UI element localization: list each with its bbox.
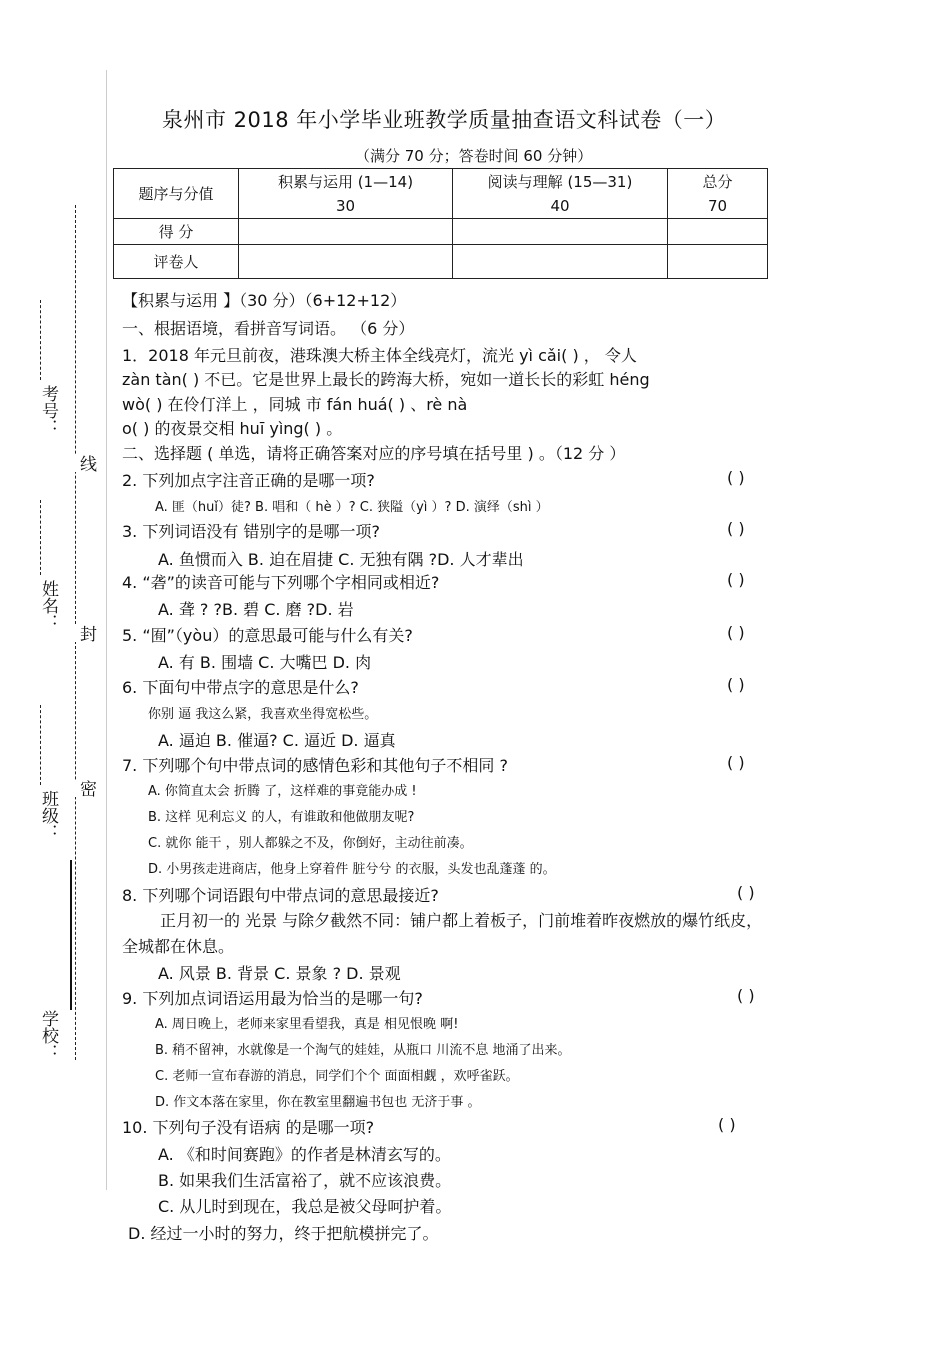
question-10-option-d: D. 经过一小时的努力，终于把航模拼完了。 bbox=[128, 1224, 439, 1243]
question-8: 8. 下列哪个词语跟句中带点词的意思最接近? bbox=[122, 886, 439, 905]
row-label-score-values: 题序与分值 bbox=[114, 169, 239, 219]
question-6-options: A. 逼迫 B. 催逼? C. 逼近 D. 逼真 bbox=[158, 731, 396, 750]
row-label-grader: 评卷人 bbox=[114, 245, 239, 279]
part-one-heading: 一、根据语境，看拼音写词语。 （6 分） bbox=[122, 319, 415, 338]
score-cell[interactable] bbox=[239, 219, 453, 245]
answer-bracket[interactable]: ( ) bbox=[727, 519, 745, 538]
question-6: 6. 下面句中带点字的意思是什么? bbox=[122, 678, 359, 697]
grader-cell[interactable] bbox=[668, 245, 768, 279]
question-4-options: A. 聋 ? ?B. 碧 C. 磨 ?D. 岩 bbox=[158, 600, 354, 619]
seal-solid-line bbox=[70, 860, 72, 1010]
score-table bbox=[113, 168, 768, 279]
question-7-option-d: D. 小男孩走进商店，他身上穿着件 脏兮兮 的衣服，头发也乱蓬蓬 的。 bbox=[148, 862, 556, 877]
binding-line bbox=[106, 70, 107, 1190]
score-cell[interactable] bbox=[453, 219, 668, 245]
q1-line: zàn tàn( ) 不已。它是世界上最长的跨海大桥，宛如一道长长的彩虹 héng bbox=[122, 370, 650, 389]
seal-mark-feng: 封 bbox=[74, 625, 99, 642]
question-9-option-c: C. 老师一宣布春游的消息，同学们个个 面面相觑 ，欢呼雀跃。 bbox=[155, 1069, 519, 1084]
seal-mark-mi: 密 bbox=[74, 780, 99, 797]
class-blank bbox=[40, 705, 55, 785]
question-9: 9. 下列加点词语运用最为恰当的是哪一句? bbox=[122, 989, 423, 1008]
col-accumulation-title: 积累与运用 (1—14) bbox=[277, 172, 414, 191]
grader-cell[interactable] bbox=[239, 245, 453, 279]
question-6-sentence: 你别 逼 我这么紧，我喜欢坐得宽松些。 bbox=[148, 707, 378, 722]
col-reading-value: 40 bbox=[550, 196, 570, 215]
answer-bracket[interactable]: ( ) bbox=[718, 1115, 736, 1134]
student-name-label: 姓名： bbox=[38, 580, 58, 631]
col-accumulation-value: 30 bbox=[335, 196, 356, 215]
question-3-options: A. 鱼惯而入 B. 迫在眉捷 C. 无独有隅 ?D. 人才辈出 bbox=[158, 550, 524, 569]
question-10-option-c: C. 从儿时到现在，我总是被父母呵护着。 bbox=[158, 1197, 452, 1216]
class-label: 班级： bbox=[38, 790, 58, 841]
question-9-option-d: D. 作文本落在家里，你在教室里翻遍书包也 无济于事 。 bbox=[155, 1095, 481, 1110]
answer-bracket[interactable]: ( ) bbox=[727, 675, 745, 694]
row-label-score: 得 分 bbox=[114, 219, 239, 245]
answer-bracket[interactable]: ( ) bbox=[727, 468, 745, 487]
part-two-heading: 二、选择题 ( 单选，请将正确答案对应的序号填在括号里 ) 。（12 分 ） bbox=[122, 444, 626, 463]
exam-number-label: 考号： bbox=[38, 385, 58, 436]
answer-bracket[interactable]: ( ) bbox=[727, 623, 745, 642]
question-5: 5. “囿”（yòu）的意思最可能与什么有关? bbox=[122, 626, 413, 645]
question-10: 10. 下列句子没有语病 的是哪一项? bbox=[122, 1118, 375, 1137]
answer-bracket[interactable]: ( ) bbox=[737, 986, 755, 1005]
question-9-option-a: A. 周日晚上，老师来家里看望我，真是 相见恨晚 啊! bbox=[155, 1017, 459, 1032]
question-7-option-b: B. 这样 见利忘义 的人，有谁敢和他做朋友呢? bbox=[148, 810, 415, 825]
question-7-option-a: A. 你简直太会 折腾 了，这样难的事竟能办成 ! bbox=[148, 784, 417, 799]
school-label: 学校： bbox=[38, 1010, 58, 1061]
answer-bracket[interactable]: ( ) bbox=[737, 883, 755, 902]
section-heading: 【积累与运用 】（30 分）（6+12+12） bbox=[122, 291, 407, 310]
page-subtitle: （满分 70 分；答卷时间 60 分钟） bbox=[355, 147, 593, 165]
col-reading-title: 阅读与理解 (15—31) bbox=[487, 172, 633, 191]
grader-cell[interactable] bbox=[453, 245, 668, 279]
col-accumulation bbox=[239, 169, 453, 219]
question-7: 7. 下列哪个句中带点词的感情色彩和其他句子不相同 ? bbox=[122, 756, 508, 775]
exam-number-blank bbox=[40, 300, 55, 380]
question-8-options: A. 风景 B. 背景 C. 景象 ? D. 景观 bbox=[158, 964, 401, 983]
answer-bracket[interactable]: ( ) bbox=[727, 753, 745, 772]
answer-bracket[interactable]: ( ) bbox=[727, 570, 745, 589]
q1-line: 1．2018 年元旦前夜，港珠澳大桥主体全线亮灯，流光 yì cǎi( ) ， 令人 bbox=[122, 346, 637, 365]
question-2: 2. 下列加点字注音正确的是哪一项? bbox=[122, 471, 375, 490]
question-3: 3. 下列词语没有 错别字的是哪一项? bbox=[122, 522, 380, 541]
col-reading bbox=[453, 169, 668, 219]
col-total bbox=[668, 169, 768, 219]
question-2-options: A. 匪（huǐ）徒? B. 唱和（ hè ）? C. 狭隘（yì ）? D. 演绎（shì ） bbox=[155, 500, 549, 515]
question-5-options: A. 有 B. 围墙 C. 大嘴巴 D. 肉 bbox=[158, 653, 372, 672]
question-7-option-c: C. 就你 能干 ，别人都躲之不及，你倒好，主动往前凑。 bbox=[148, 836, 473, 851]
col-total-value: 70 bbox=[707, 196, 728, 215]
score-cell[interactable] bbox=[668, 219, 768, 245]
student-name-blank bbox=[40, 500, 55, 575]
question-9-option-b: B. 稍不留神，水就像是一个淘气的娃娃，从瓶口 川流不息 地涌了出来。 bbox=[155, 1043, 571, 1058]
question-8-sentence-2: 全城都在休息。 bbox=[122, 937, 235, 956]
col-total-title: 总分 bbox=[702, 172, 733, 191]
q1-line: wò( ) 在伶仃洋上 ，同城 市 fán huá( ) 、rè nà bbox=[122, 395, 468, 414]
page-title: 泉州市 2018 年小学毕业班教学质量抽查语文科试卷（一） bbox=[162, 108, 727, 132]
question-10-option-b: B. 如果我们生活富裕了，就不应该浪费。 bbox=[158, 1171, 452, 1190]
question-8-sentence-1: 正月初一的 光景 与除夕截然不同：铺户都上着板子，门前堆着昨夜燃放的爆竹纸皮， bbox=[160, 911, 763, 930]
question-10-option-a: A. 《和时间赛跑》的作者是林清玄写的。 bbox=[158, 1145, 451, 1164]
seal-mark-xian: 线 bbox=[74, 455, 99, 472]
question-4: 4. “砻”的读音可能与下列哪个字相同或相近? bbox=[122, 573, 440, 592]
q1-line: o( ) 的夜景交相 huī yìng( ) 。 bbox=[122, 419, 343, 438]
